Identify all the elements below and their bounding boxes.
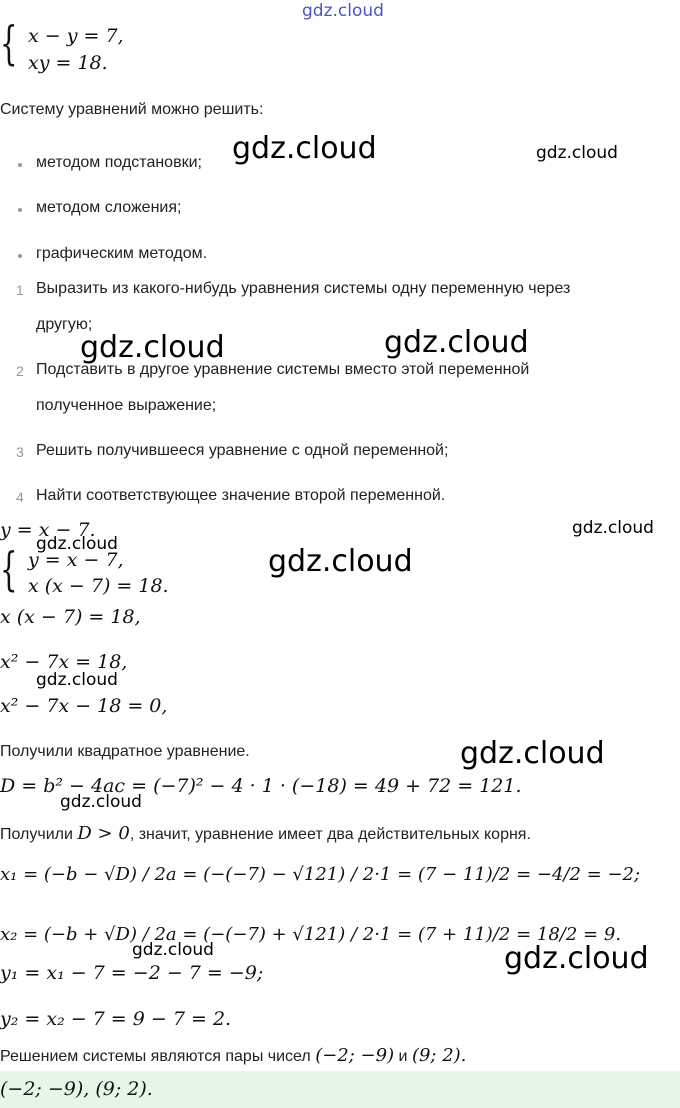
root-x1: x₁ = (−b − √D) / 2a = (−(−7) − √121) / 2·1 = (7 − 11)/2 = −4/2 = −2; <box>0 864 641 885</box>
system-brace: { <box>0 16 18 70</box>
answer-text: (−2; −9), (9; 2). <box>0 1078 153 1100</box>
y-expression: y = x − 7. <box>0 519 96 541</box>
watermark: gdz.cloud <box>384 325 529 360</box>
step-number: 3 <box>16 444 24 460</box>
watermark: gdz.cloud <box>536 143 618 163</box>
system2-brace: { <box>0 542 18 596</box>
watermark: gdz.cloud <box>460 736 605 771</box>
watermark: gdz.cloud <box>268 544 413 579</box>
watermark: gdz.cloud <box>36 670 118 690</box>
pairs-text <box>0 1045 466 1066</box>
equation-line: x² − 7x − 18 = 0, <box>0 695 168 717</box>
pair: (9; 2). <box>411 1045 467 1066</box>
list-item: графическим методом. <box>36 245 208 262</box>
step-number: 1 <box>16 282 24 298</box>
watermark: gdz.cloud <box>132 940 214 960</box>
list-item: методом подстановки; <box>36 154 202 171</box>
quadratic-text: Получили квадратное уравнение. <box>0 743 250 760</box>
watermark: gdz.cloud <box>572 518 654 538</box>
step-number: 4 <box>16 489 24 505</box>
watermark: gdz.cloud <box>60 792 142 812</box>
root-y2: y₂ = x₂ − 7 = 9 − 7 = 2. <box>0 1008 232 1030</box>
bullet <box>18 163 22 167</box>
system2-eq2: x (x − 7) = 18. <box>28 575 169 597</box>
discriminant-conclusion <box>0 823 531 844</box>
step-text: Найти соответствующее значение второй переменной. <box>36 487 446 504</box>
system2-eq1: y = x − 7, <box>28 549 124 571</box>
step-number: 2 <box>16 363 24 379</box>
text: Решением системы являются пары чисел <box>0 1048 311 1065</box>
text: и <box>398 1048 408 1065</box>
pair: (−2; −9) <box>315 1045 395 1066</box>
text: Получили <box>0 826 73 843</box>
discriminant: D = b² − 4ac = (−7)² − 4 · 1 · (−18) = 49 + 72 = 121. <box>0 775 522 797</box>
math-inline: D > 0 <box>77 823 130 844</box>
list-item: методом сложения; <box>36 199 182 216</box>
watermark: gdz.cloud <box>504 941 649 976</box>
step-text: Подставить в другое уравнение системы вместо этой переменной <box>36 361 530 378</box>
text: , значит, уравнение имеет два действительных корня. <box>129 826 531 843</box>
step-text: полученное выражение; <box>36 397 217 414</box>
answer-box <box>0 1071 680 1108</box>
watermark: gdz.cloud <box>80 330 225 365</box>
step-text: Решить получившееся уравнение с одной переменной; <box>36 442 449 459</box>
system-eq2: xy = 18. <box>28 52 108 74</box>
bullet <box>18 254 22 258</box>
root-y1: y₁ = x₁ − 7 = −2 − 7 = −9; <box>0 962 264 984</box>
equation-line: x² − 7x = 18, <box>0 651 128 673</box>
equation-line: x (x − 7) = 18, <box>0 606 141 628</box>
watermark: gdz.cloud <box>36 534 118 554</box>
bullet <box>18 208 22 212</box>
watermark-top: gdz.cloud <box>302 1 384 21</box>
watermark: gdz.cloud <box>232 131 377 166</box>
system-eq1: x − y = 7, <box>28 25 124 47</box>
step-text: Выразить из какого-нибудь уравнения системы одну переменную через <box>36 280 571 297</box>
intro-text: Систему уравнений можно решить: <box>0 101 264 118</box>
step-text: другую; <box>36 316 93 333</box>
root-x2: x₂ = (−b + √D) / 2a = (−(−7) + √121) / 2·1 = (7 + 11)/2 = 18/2 = 9. <box>0 924 621 945</box>
